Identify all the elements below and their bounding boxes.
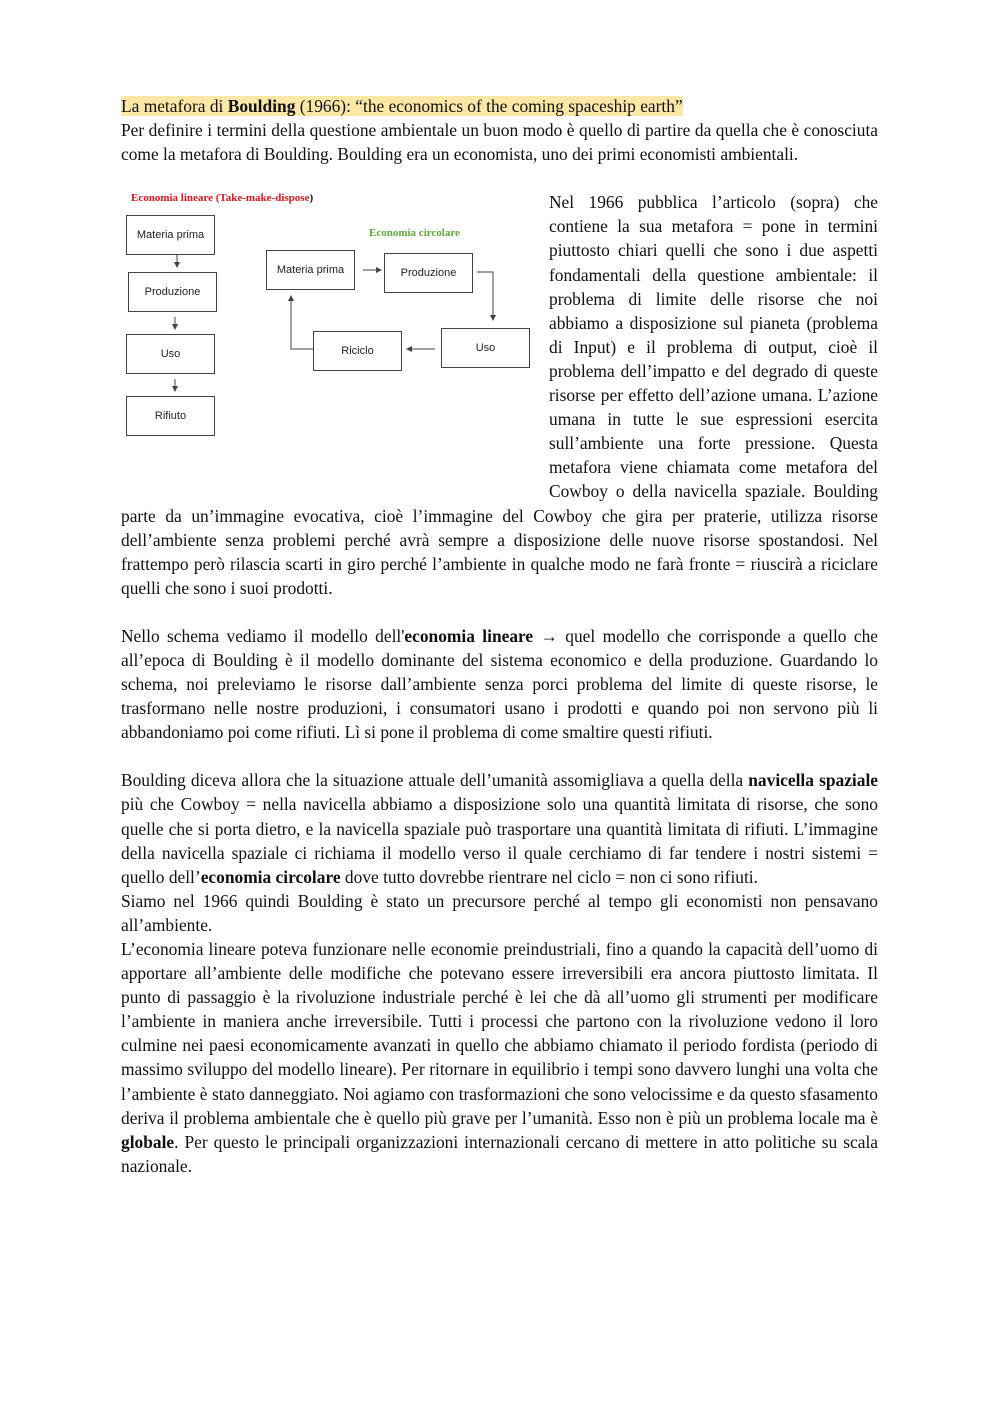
para5-text-a: L’economia lineare poteva funzionare nelle economie preindustriali, fino a quando la capacità dell’uomo di apportare all’ambiente delle modifiche che potevano essere irreversibili era ancora piuttosto limitata. Il punto di passaggio è la rivoluzione industriale perché è lei che dà all’uomo gli strumenti per modificare l’ambiente in maniera anche irreversibile. Tutti i processi che partono con la rivoluzione vedono il loro culmine nei paesi economicamente avanzati in quello che abbiamo chiamato il periodo fordista (periodo di massimo sviluppo del modello lineare). Per ritornare in equilibrio i tempi sono davvero lunghi una volta che l’ambiente è stato danneggiato. Noi agiamo con trasformazioni che sono velocissime e da questo sfasamento deriva il problema ambientale che è quello più grave per l’umanità. Esso non è più un problema locale ma è <box>121 939 878 1128</box>
economy-diagram <box>121 186 531 486</box>
para3-text-a: Boulding diceva allora che la situazione attuale dell’umanità assomigliava a quella della <box>121 770 749 791</box>
title-suffix: (1966): “the economics of the coming spaceship earth” <box>295 96 683 116</box>
intro-paragraph: Per definire i termini della questione ambientale un buon modo è quello di partire da quella che è conosciuta come la metafora di Boulding. Boulding era un economista, uno dei primi economisti ambientali. <box>121 120 878 165</box>
title-bold: Boulding <box>227 96 296 116</box>
para3-text-c: più che Cowboy = nella navicella abbiamo a disposizione solo una quantità limitata di risorse, che sono quelle che si porta dietro, e la navicella spaziale può trasportare una quantità limitata di rifiuti. L’immagine della navicella spaziale ci richiama il modello verso il quale cerchiamo di far tendere i nostri sistemi = quello dell’ <box>121 794 878 887</box>
para5-text-c: . Per questo le principali organizzazioni internazionali cercano di mettere in atto politiche su scala nazionale. <box>121 1131 878 1176</box>
para2-bold: economia lineare <box>404 625 534 646</box>
circular-box-produzione: Produzione <box>384 253 473 293</box>
spaceship-paragraph <box>121 768 878 888</box>
para3-bold-d: economia circolare <box>200 866 341 887</box>
linear-box-materia-prima: Materia prima <box>126 215 215 255</box>
linear-box-rifiuto: Rifiuto <box>126 396 215 436</box>
linear-economy-title-text: Economia lineare (Take-make-dispose <box>131 192 310 205</box>
title-highlight <box>121 96 683 116</box>
circular-box-riciclo: Riciclo <box>313 331 402 371</box>
industrial-revolution-paragraph <box>121 937 878 1178</box>
para2-text-c: → quel modello che corrisponde a quello che all’epoca di Boulding è il modello dominante del sistema economico e della produzione. Guardando lo schema, noi preleviamo le risorse dall’ambiente senza porci problema del limite di queste risorse, le trasformano nelle nostre produzioni, i consumatori usano i prodotti e quando poi non servono più li abbandoniamo poi come rifiuti. Lì si pone il problema di come smaltire questi rifiuti. <box>121 625 878 743</box>
title-prefix: La metafora di <box>121 96 228 116</box>
para2-text-a: Nello schema vediamo il modello dell' <box>121 625 405 646</box>
arrow-c-riciclo-to-materia <box>291 296 313 349</box>
para3-bold-b: navicella spaziale <box>748 770 878 791</box>
para3-text-e: dove tutto dovrebbe rientrare nel ciclo = non ci sono rifiuti. <box>340 866 758 887</box>
circular-box-uso: Uso <box>441 328 530 368</box>
document-title <box>121 94 878 118</box>
cowboy-metaphor-paragraph: Nel 1966 pubblica l’articolo (sopra) che contiene la sua metafora = pone in termini piuttosto chiari quelli che sono i due aspetti fondamentali della questione ambientale: il problema di limite delle risorse che noi abbiamo a disposizione sul pianeta (problema di Input) e il problema di output, cioè il problema dell’impatto e del degrado di queste risorse per effetto dell’azione umana. L’azione umana in tutte le sue espressioni esercita sull’ambiente una forte pressione. Questa metafora viene chiamata come metafora del Cowboy o della navicella spaziale. Boulding parte da un’immagine evocativa, cioè l’immagine del Cowboy che gira per praterie, utilizza risorse dell’ambiente senza problemi perché avrà sempre a disposizione delle nuove risorse spostandosi. Nel frattempo però rilascia scarti in giro perché l’ambiente in qualche modo ne farà fronte = riuscirà a riciclare quelli che sono i suoi prodotti. <box>121 192 878 598</box>
linear-box-produzione: Produzione <box>128 272 217 312</box>
para5-bold: globale <box>121 1131 175 1152</box>
linear-economy-paragraph <box>121 624 878 744</box>
document-page <box>121 94 878 1178</box>
linear-box-uso: Uso <box>126 334 215 374</box>
circular-economy-title: Economia circolare <box>369 227 460 240</box>
linear-economy-title-paren: ) <box>309 192 314 205</box>
arrow-c-produzione-to-uso <box>477 272 493 320</box>
precursor-paragraph: Siamo nel 1966 quindi Boulding è stato un precursore perché al tempo gli economisti non pensavano all’ambiente. <box>121 890 878 935</box>
circular-box-materia-prima: Materia prima <box>266 250 355 290</box>
